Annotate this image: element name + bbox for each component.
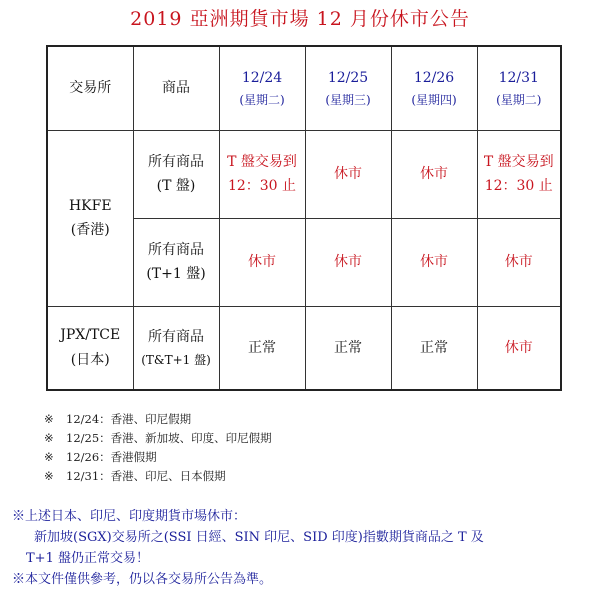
header-exchange: 交易所	[47, 46, 133, 130]
status-line: 12：30 止	[227, 178, 297, 194]
status-cell: 正常	[305, 306, 391, 390]
holiday-table	[46, 45, 562, 391]
status-cell	[477, 130, 561, 218]
note-mark: ※	[44, 412, 54, 426]
page-title: 2019 亞洲期貨市場 12 月份休市公告	[130, 8, 470, 30]
status-cell: 休市	[477, 306, 561, 390]
status-cell	[219, 130, 305, 218]
footer-line: 新加坡(SGX)交易所之(SSI 日經、SIN 印尼、SID 印度)指數期貨商品之 T 及	[34, 530, 484, 545]
weekday-label: (星期二)	[496, 93, 542, 107]
table-row-jpx	[47, 306, 561, 390]
status-cell	[391, 130, 477, 218]
header-product: 商品	[133, 46, 219, 130]
exchange-name: HKFE	[68, 197, 112, 214]
status-line: 12：30 止	[484, 178, 553, 194]
status-cell: 休市	[477, 218, 561, 306]
header-date-1231	[477, 46, 561, 130]
status-line: T 盤交易到	[227, 153, 297, 170]
header-date-1225	[305, 46, 391, 130]
note-mark: ※	[44, 450, 54, 464]
status-line: T 盤交易到	[483, 153, 554, 170]
date-label: 12/24	[241, 69, 283, 86]
product-cell	[133, 306, 219, 390]
note-text: 12/31：香港、印尼、日本假期	[66, 469, 226, 483]
footer-line: ※上述日本、印尼、印度期貨市場休市：	[12, 509, 247, 524]
exchange-region: (香港)	[70, 222, 110, 238]
exchange-name: JPX/TCE	[60, 327, 121, 344]
table-row-hkfe-t	[47, 130, 561, 218]
date-label: 12/26	[413, 69, 455, 86]
status-cell: 正常	[219, 306, 305, 390]
weekday-label: (星期四)	[411, 93, 457, 107]
weekday-label: (星期三)	[325, 93, 371, 107]
product-name: 所有商品	[148, 153, 204, 170]
status-line: 休市	[334, 165, 362, 182]
status-cell: 休市	[219, 218, 305, 306]
header-date-1226	[391, 46, 477, 130]
exchange-cell-jpx	[47, 306, 133, 390]
list-item	[44, 410, 272, 429]
product-session: (T&T+1 盤)	[141, 352, 211, 367]
exchange-cell-hkfe	[47, 130, 133, 306]
status-cell: 休市	[305, 218, 391, 306]
note-text: 12/25：香港、新加坡、印度、印尼假期	[66, 431, 272, 445]
list-item	[44, 429, 272, 448]
footer-line: ※本文件僅供參考，仍以各交易所公告為準。	[12, 572, 273, 587]
product-name: 所有商品	[148, 329, 204, 345]
product-session: (T 盤)	[156, 178, 196, 194]
status-line: 休市	[420, 165, 448, 182]
product-name: 所有商品	[148, 241, 204, 258]
date-label: 12/31	[498, 69, 539, 86]
status-cell: 正常	[391, 306, 477, 390]
footer-line: T+1 盤仍正常交易！	[26, 551, 149, 566]
exchange-region: (日本)	[70, 351, 110, 368]
date-label: 12/25	[327, 69, 369, 86]
list-item	[44, 448, 272, 467]
note-mark: ※	[44, 431, 54, 445]
holiday-notes	[44, 410, 272, 486]
note-mark: ※	[44, 469, 54, 483]
weekday-label: (星期二)	[239, 93, 285, 107]
product-session: (T+1 盤)	[146, 266, 206, 282]
header-row	[47, 46, 561, 130]
note-text: 12/24：香港、印尼假期	[66, 412, 192, 426]
list-item	[44, 467, 272, 486]
status-cell	[305, 130, 391, 218]
footer-notice	[12, 506, 592, 590]
status-cell: 休市	[391, 218, 477, 306]
note-text: 12/26：香港假期	[66, 450, 157, 464]
product-cell	[133, 130, 219, 218]
header-date-1224	[219, 46, 305, 130]
product-cell	[133, 218, 219, 306]
